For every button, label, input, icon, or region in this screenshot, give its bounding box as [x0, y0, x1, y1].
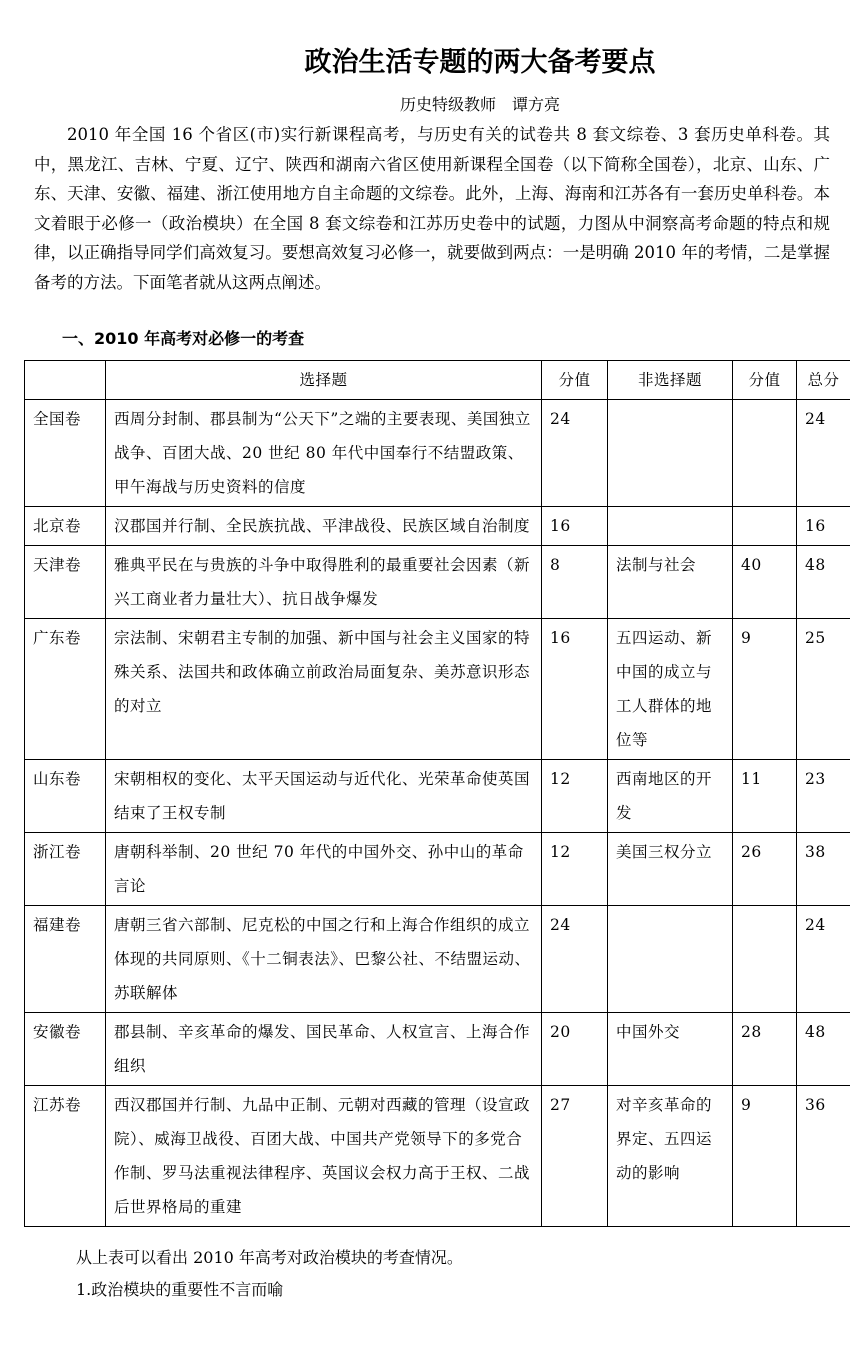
cell-nonchoice-score: [733, 906, 797, 1013]
cell-choice: 雅典平民在与贵族的斗争中取得胜利的最重要社会因素（新兴工商业者力量壮大）、抗日战争爆发: [106, 546, 542, 619]
cell-nonchoice-score: 26: [733, 833, 797, 906]
cell-choice: 宗法制、宋朝君主专制的加强、新中国与社会主义国家的特殊关系、法国共和政体确立前政治局面复杂、美苏意识形态的对立: [106, 619, 542, 760]
cell-paper: 山东卷: [25, 760, 106, 833]
table-row: [25, 546, 850, 619]
cell-choice-score: 12: [542, 833, 608, 906]
cell-paper: 天津卷: [25, 546, 106, 619]
cell-choice-score: 20: [542, 1013, 608, 1086]
cell-paper: 福建卷: [25, 906, 106, 1013]
table-row: [25, 507, 850, 546]
cell-choice-score: 8: [542, 546, 608, 619]
cell-total: 24: [797, 400, 850, 507]
cell-nonchoice-score: 9: [733, 619, 797, 760]
cell-nonchoice-score: 28: [733, 1013, 797, 1086]
table-row: [25, 906, 850, 1013]
cell-nonchoice: [608, 400, 733, 507]
table-row: [25, 619, 850, 760]
cell-choice: 汉郡国并行制、全民族抗战、平津战役、民族区域自治制度: [106, 507, 542, 546]
cell-nonchoice-score: 9: [733, 1086, 797, 1227]
cell-choice-score: 16: [542, 507, 608, 546]
section-heading: 一、2010 年高考对必修一的考查: [62, 329, 305, 348]
cell-paper: 江苏卷: [25, 1086, 106, 1227]
header-choice: 选择题: [106, 361, 542, 400]
cell-paper: 浙江卷: [25, 833, 106, 906]
page-title: 政治生活专题的两大备考要点: [304, 47, 656, 78]
cell-nonchoice: 五四运动、新中国的成立与工人群体的地位等: [608, 619, 733, 760]
summary-line: 从上表可以看出 2010 年高考对政治模块的考查情况。: [76, 1248, 463, 1267]
header-paper: [25, 361, 106, 400]
cell-nonchoice: 西南地区的开发: [608, 760, 733, 833]
cell-nonchoice: [608, 507, 733, 546]
cell-total: 23: [797, 760, 850, 833]
header-nonchoice-score: 分值: [733, 361, 797, 400]
cell-nonchoice-score: [733, 400, 797, 507]
cell-total: 24: [797, 906, 850, 1013]
table-row: [25, 1013, 850, 1086]
cell-choice: 唐朝科举制、20 世纪 70 年代的中国外交、孙中山的革命言论: [106, 833, 542, 906]
cell-choice-score: 12: [542, 760, 608, 833]
cell-choice-score: 24: [542, 400, 608, 507]
cell-nonchoice-score: [733, 507, 797, 546]
cell-total: 48: [797, 1013, 850, 1086]
cell-nonchoice-score: 40: [733, 546, 797, 619]
cell-choice: 郡县制、辛亥革命的爆发、国民革命、人权宣言、上海合作组织: [106, 1013, 542, 1086]
cell-nonchoice: [608, 906, 733, 1013]
cell-choice: 西汉郡国并行制、九品中正制、元朝对西藏的管理（设宣政院）、威海卫战役、百团大战、中国共产党领导下的多党合作制、罗马法重视法律程序、英国议会权力高于王权、二战后世界格局的重建: [106, 1086, 542, 1227]
cell-nonchoice: 中国外交: [608, 1013, 733, 1086]
cell-paper: 全国卷: [25, 400, 106, 507]
cell-choice-score: 24: [542, 906, 608, 1013]
header-nonchoice: 非选择题: [608, 361, 733, 400]
cell-nonchoice: 对辛亥革命的界定、五四运动的影响: [608, 1086, 733, 1227]
cell-choice: 西周分封制、郡县制为“公天下”之端的主要表现、美国独立战争、百团大战、20 世纪 80 年代中国奉行不结盟政策、甲午海战与历史资料的信度: [106, 400, 542, 507]
cell-paper: 北京卷: [25, 507, 106, 546]
intro-paragraph: 2010 年全国 16 个省区(市)实行新课程高考，与历史有关的试卷共 8 套文综卷、3 套历史单科卷。其中，黑龙江、吉林、宁夏、辽宁、陕西和湖南六省区使用新课程全国卷（以下简称全国卷），北京、山东、广东、天津、安徽、福建、浙江使用地方自主命题的文综卷。此外，上海、海南和江苏各有一套历史单科卷。本文着眼于必修一（政治模块）在全国 8 套文综卷和江苏历史卷中的试题，力图从中洞察高考命题的特点和规律，以正确指导同学们高效复习。要想高效复习必修一，就要做到两点：一是明确 2010 年的考情，二是掌握备考的方法。下面笔者就从这两点阐述。: [34, 125, 830, 292]
table-row: [25, 760, 850, 833]
cell-total: 36: [797, 1086, 850, 1227]
author-line: 历史特级教师 谭方亮: [399, 95, 560, 114]
cell-nonchoice: 美国三权分立: [608, 833, 733, 906]
header-choice-score: 分值: [542, 361, 608, 400]
table-row: [25, 1086, 850, 1227]
cell-paper: 广东卷: [25, 619, 106, 760]
cell-total: 25: [797, 619, 850, 760]
cell-choice-score: 27: [542, 1086, 608, 1227]
cell-total: 16: [797, 507, 850, 546]
cell-total: 48: [797, 546, 850, 619]
table-row: [25, 400, 850, 507]
cell-choice: 唐朝三省六部制、尼克松的中国之行和上海合作组织的成立体现的共同原则、《十二铜表法》、巴黎公社、不结盟运动、苏联解体: [106, 906, 542, 1013]
point-heading: 1.政治模块的重要性不言而喻: [76, 1280, 284, 1299]
cell-choice-score: 16: [542, 619, 608, 760]
cell-total: 38: [797, 833, 850, 906]
cell-nonchoice-score: 11: [733, 760, 797, 833]
table-row: [25, 833, 850, 906]
header-total: 总分: [797, 361, 850, 400]
table-header-row: [25, 361, 850, 400]
cell-paper: 安徽卷: [25, 1013, 106, 1086]
cell-choice: 宋朝相权的变化、太平天国运动与近代化、光荣革命使英国结束了王权专制: [106, 760, 542, 833]
exam-table: [24, 360, 850, 1227]
cell-nonchoice: 法制与社会: [608, 546, 733, 619]
